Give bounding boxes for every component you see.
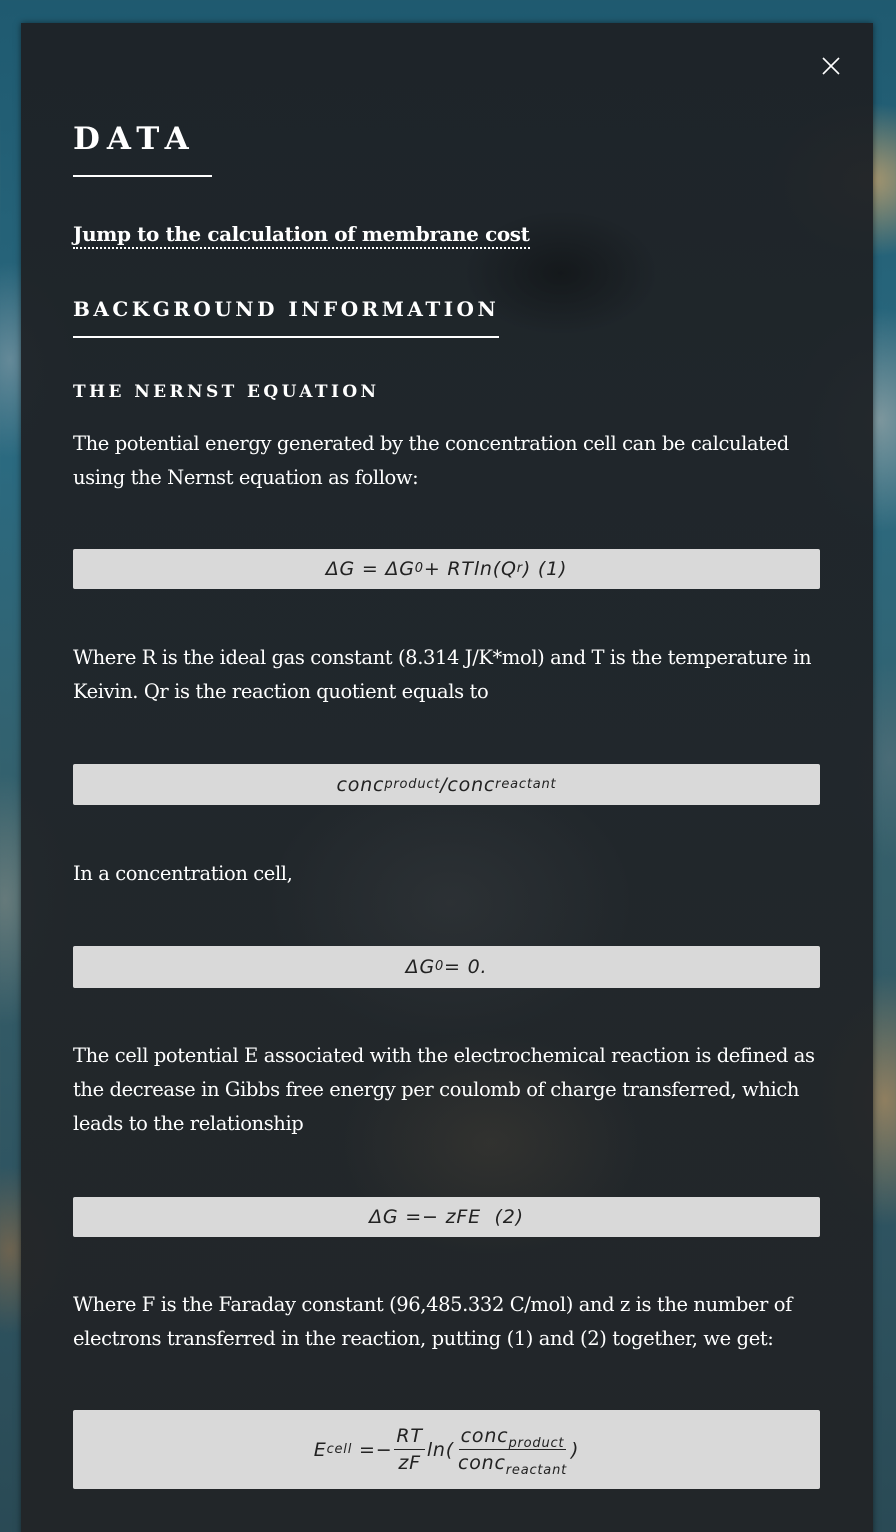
subsection-heading: THE NERNST EQUATION [73,382,380,402]
eq-g0-part-b: = 0. [444,956,488,978]
equation-cell-potential [73,1410,820,1489]
paragraph-concentration-cell: In a concentration cell, [73,862,293,885]
eq3-fraction-conc [456,1425,569,1478]
eq3-frac1-numerator: RT [394,1425,424,1450]
eq1-part-c: ) (1) [522,558,568,580]
eq2-text: ΔG =− zFE (2) [369,1206,524,1228]
eq3-row: E cell =− $\frac{RT}{zF}$ ln( $\frac{conc_{product}}{conc_{reactant}}$ ) [313,1425,580,1478]
eq3-fraction-rt-zf [394,1425,424,1474]
eq-q-part-a: conc [336,773,385,796]
eq3-frac2-num-sub: product [508,1436,565,1451]
eq3-frac2-denominator [456,1450,569,1478]
eq3-frac2-den-text: conc [457,1452,506,1474]
eq3-frac2-numerator [459,1425,567,1450]
eq1-part-b: + RTln(Q [423,558,517,580]
eq3-lhs: E [313,1438,327,1461]
eq3-close: ) [571,1438,580,1461]
data-modal [21,23,873,1532]
eq3-frac2-den-sub: reactant [505,1463,568,1478]
eq3-equals: =− [352,1438,393,1461]
paragraph-cell-potential: The cell potential E associated with the electrochemical reaction is defined as the decrease in Gibbs free energy per coulomb of charge transferred, which leads to the relationship [73,1044,815,1135]
eq1-part-a: ΔG = ΔG [325,558,415,580]
equation-delta-g0: ΔG 0 = 0. [73,946,820,988]
eq3-frac2-num-text: conc [460,1425,509,1447]
eq-q-part-b: /conc [440,773,496,796]
eq-g0-part-a: ΔG [405,956,435,978]
paragraph-faraday: Where F is the Faraday constant (96,485.332 C/mol) and z is the number of electrons transferred in the reaction, putting (1) and (2) together, we get: [73,1293,792,1350]
equation-2 [73,1197,820,1237]
eq3-ln: ln( [426,1438,454,1461]
close-icon [821,56,841,76]
page-title: DATA [73,119,212,177]
equation-1: ΔG = ΔG 0 + RTln(Q r ) (1) [73,549,820,589]
paragraph-intro: The potential energy generated by the concentration cell can be calculated using the Nernst equation as follow: [73,432,789,489]
equation-reaction-quotient: conc product /conc reactant [73,764,820,805]
jump-to-membrane-cost-link[interactable]: Jump to the calculation of membrane cost [73,221,530,249]
eq3-frac1-denominator: zF [398,1452,421,1474]
paragraph-gas-constant: Where R is the ideal gas constant (8.314 J/K*mol) and T is the temperature in Keivin. Qr is the reaction quotient equals to [73,646,812,703]
section-heading: BACKGROUND INFORMATION [73,295,499,338]
close-button[interactable] [821,56,841,76]
